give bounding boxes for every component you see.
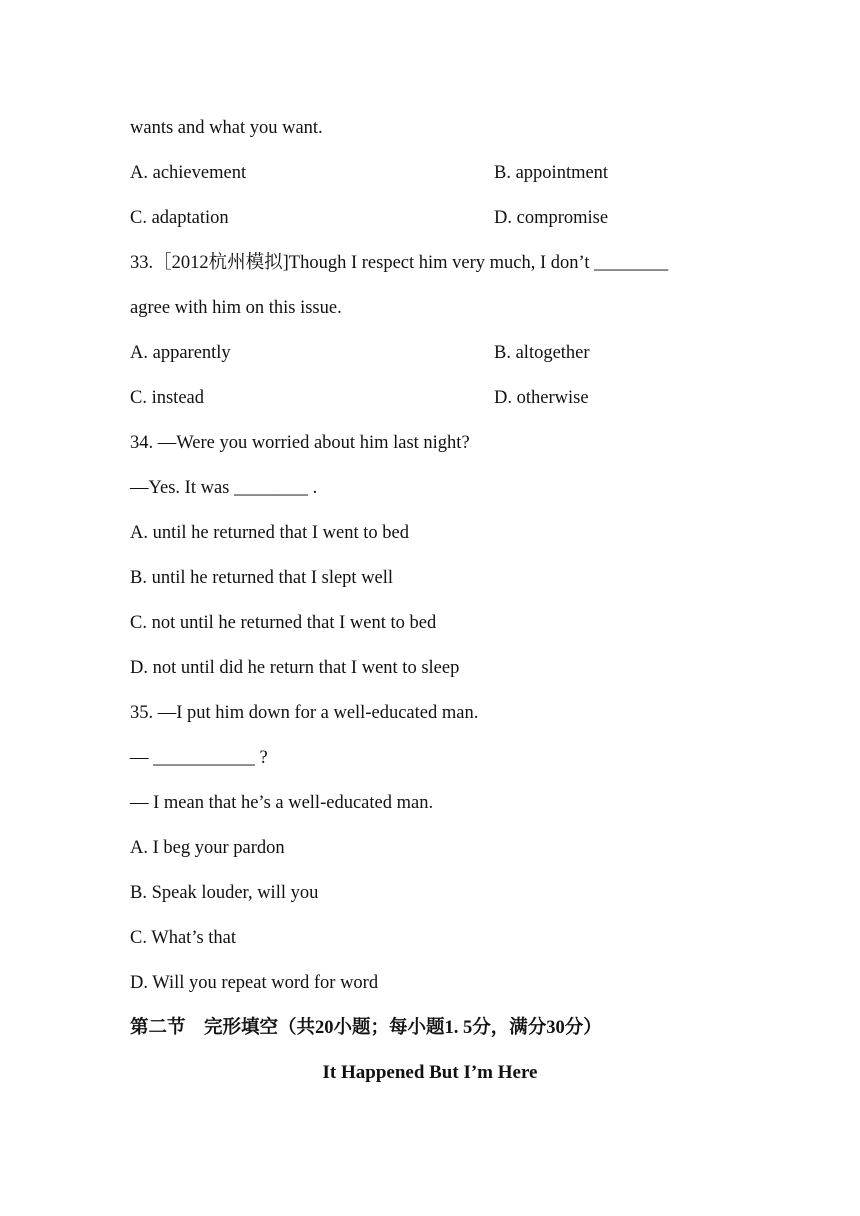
option-a: A. until he returned that I went to bed	[130, 523, 409, 543]
question-34-reply: —Yes. It was ________ .	[130, 478, 318, 498]
option-c: C. What’s that	[130, 928, 237, 948]
option-a: A. apparently	[130, 343, 231, 363]
option-b: B. Speak louder, will you	[130, 883, 319, 903]
passage-title: It Happened But I’m Here	[322, 1062, 538, 1083]
option-c: C. not until he returned that I went to bed	[130, 613, 437, 633]
option-a: A. achievement	[130, 163, 247, 183]
question-33-options-row-1	[130, 341, 770, 365]
question-35-blank: — ___________ ?	[130, 748, 268, 768]
option-d: D. Will you repeat word for word	[130, 973, 379, 993]
option-d: D. not until did he return that I went to sleep	[130, 658, 460, 678]
question-33-stem: 33.［2012杭州模拟]Though I respect him very much, I don’t ________	[130, 253, 669, 273]
question-32-continuation: wants and what you want.	[130, 118, 323, 138]
question-33-continuation: agree with him on this issue.	[130, 298, 342, 318]
question-32-options-row-2	[130, 206, 770, 230]
question-34-stem: 34. —Were you worried about him last night?	[130, 433, 470, 453]
option-c: C. adaptation	[130, 208, 229, 228]
question-35-reply: — I mean that he’s a well-educated man.	[130, 793, 434, 813]
question-33-options-row-2	[130, 386, 770, 410]
option-b: B. altogether	[494, 343, 590, 363]
option-d: D. otherwise	[494, 388, 589, 408]
option-a: A. I beg your pardon	[130, 838, 285, 858]
option-b: B. until he returned that I slept well	[130, 568, 394, 588]
option-c: C. instead	[130, 388, 204, 408]
question-35-stem: 35. —I put him down for a well-educated man.	[130, 703, 479, 723]
question-32-options-row-1	[130, 161, 770, 185]
section-heading: 第二节 完形填空（共20小题；每小题1. 5分，满分30分）	[130, 1018, 602, 1038]
option-b: B. appointment	[494, 163, 609, 183]
option-d: D. compromise	[494, 208, 609, 228]
